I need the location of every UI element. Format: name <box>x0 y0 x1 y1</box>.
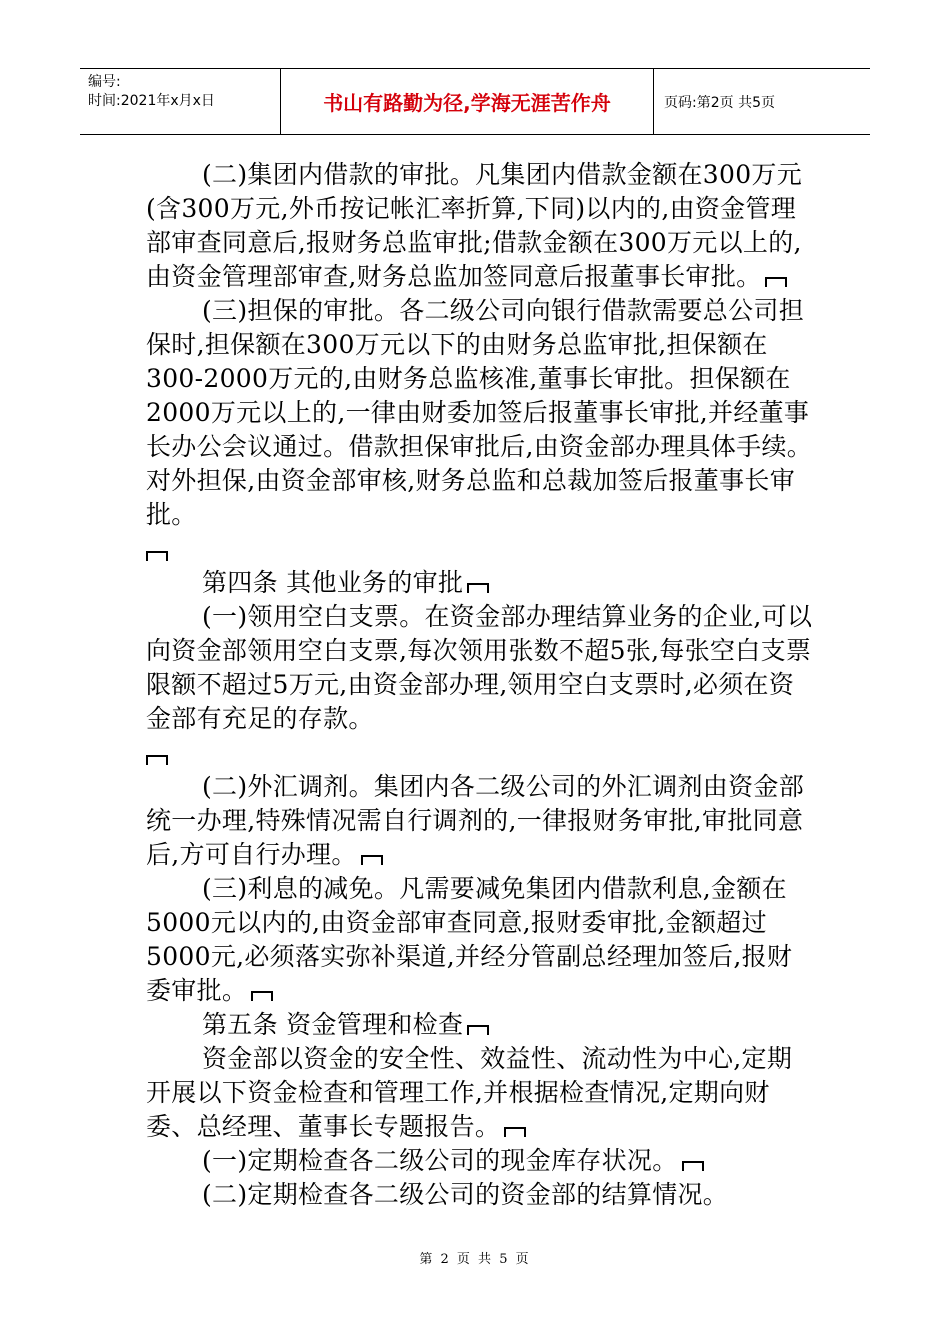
paragraph: (二)外汇调剂。集团内各二级公司的外汇调剂由资金部统一办理,特殊情况需自行调剂的,一律报财务审批,审批同意后,方可自行办理。 <box>146 772 805 869</box>
paragraph: (一)定期检查各二级公司的现金库存状况。 <box>146 1144 816 1178</box>
paragraph-mark-icon <box>765 277 787 287</box>
document-body <box>146 158 816 1212</box>
page-footer: 第 2 页 共 5 页 <box>419 1252 531 1267</box>
document-time-label: 时间:2021年x月x日 <box>88 93 215 109</box>
paragraph: (三)担保的审批。各二级公司向银行借款需要总公司担保时,担保额在300万元以下的由财务总监审批,担保额在300-2000万元的,由财务总监核准,董事长审批。担保额在2000万元以上的,一律由财委加签后报董事长审批,并经董事长办公会议通过。借款担保审批后,由资金部办理具体手续。对外担保,由资金部审核,财务总监和总裁加签后报董事长审批。 <box>146 296 813 529</box>
paragraph-mark-icon <box>251 991 273 1001</box>
paragraph-mark-icon <box>361 855 383 865</box>
article-heading: 第五条 资金管理和检查 <box>146 1008 816 1042</box>
paragraph-mark-icon <box>146 755 168 765</box>
paragraph: (一)领用空白支票。在资金部办理结算业务的企业,可以向资金部领用空白支票,每次领用张数不超5张,每张空白支票限额不超过5万元,由资金部办理,领用空白支票时,必须在资金部有充足的存款。 <box>146 602 813 733</box>
header-motto: 书山有路勤为径,学海无涯苦作舟 <box>281 69 654 134</box>
empty-line <box>146 532 816 566</box>
article-heading: 第四条 其他业务的审批 <box>146 566 816 600</box>
paragraph: (三)利息的减免。凡需要减免集团内借款利息,金额在5000元以内的,由资金部审查同意,报财委审批,金额超过5000元,必须落实弥补渠道,并经分管副总经理加签后,报财委审批。 <box>146 874 793 1005</box>
paragraph-mark-icon <box>467 583 489 593</box>
paragraph: (二)集团内借款的审批。凡集团内借款金额在300万元(含300万元,外币按记帐汇率折算,下同)以内的,由资金管理部审查同意后,报财务总监审批;借款金额在300万元以上的,由资金管理部审查,财务总监加签同意后报董事长审批。 <box>146 160 803 291</box>
header-meta <box>80 69 281 134</box>
empty-line <box>146 736 816 770</box>
paragraph: 资金部以资金的安全性、效益性、流动性为中心,定期开展以下资金检查和管理工作,并根据检查情况,定期向财委、总经理、董事长专题报告。 <box>146 1044 793 1141</box>
page-header <box>80 68 870 135</box>
paragraph: (二)定期检查各二级公司的资金部的结算情况。 <box>202 1180 729 1209</box>
paragraph-mark-icon <box>504 1127 526 1137</box>
paragraph-mark-icon <box>146 551 168 561</box>
paragraph-mark-icon <box>682 1161 704 1171</box>
paragraph-mark-icon <box>467 1025 489 1035</box>
header-page-info: 页码:第2页 共5页 <box>664 94 775 111</box>
document-number-label: 编号: <box>88 74 121 90</box>
